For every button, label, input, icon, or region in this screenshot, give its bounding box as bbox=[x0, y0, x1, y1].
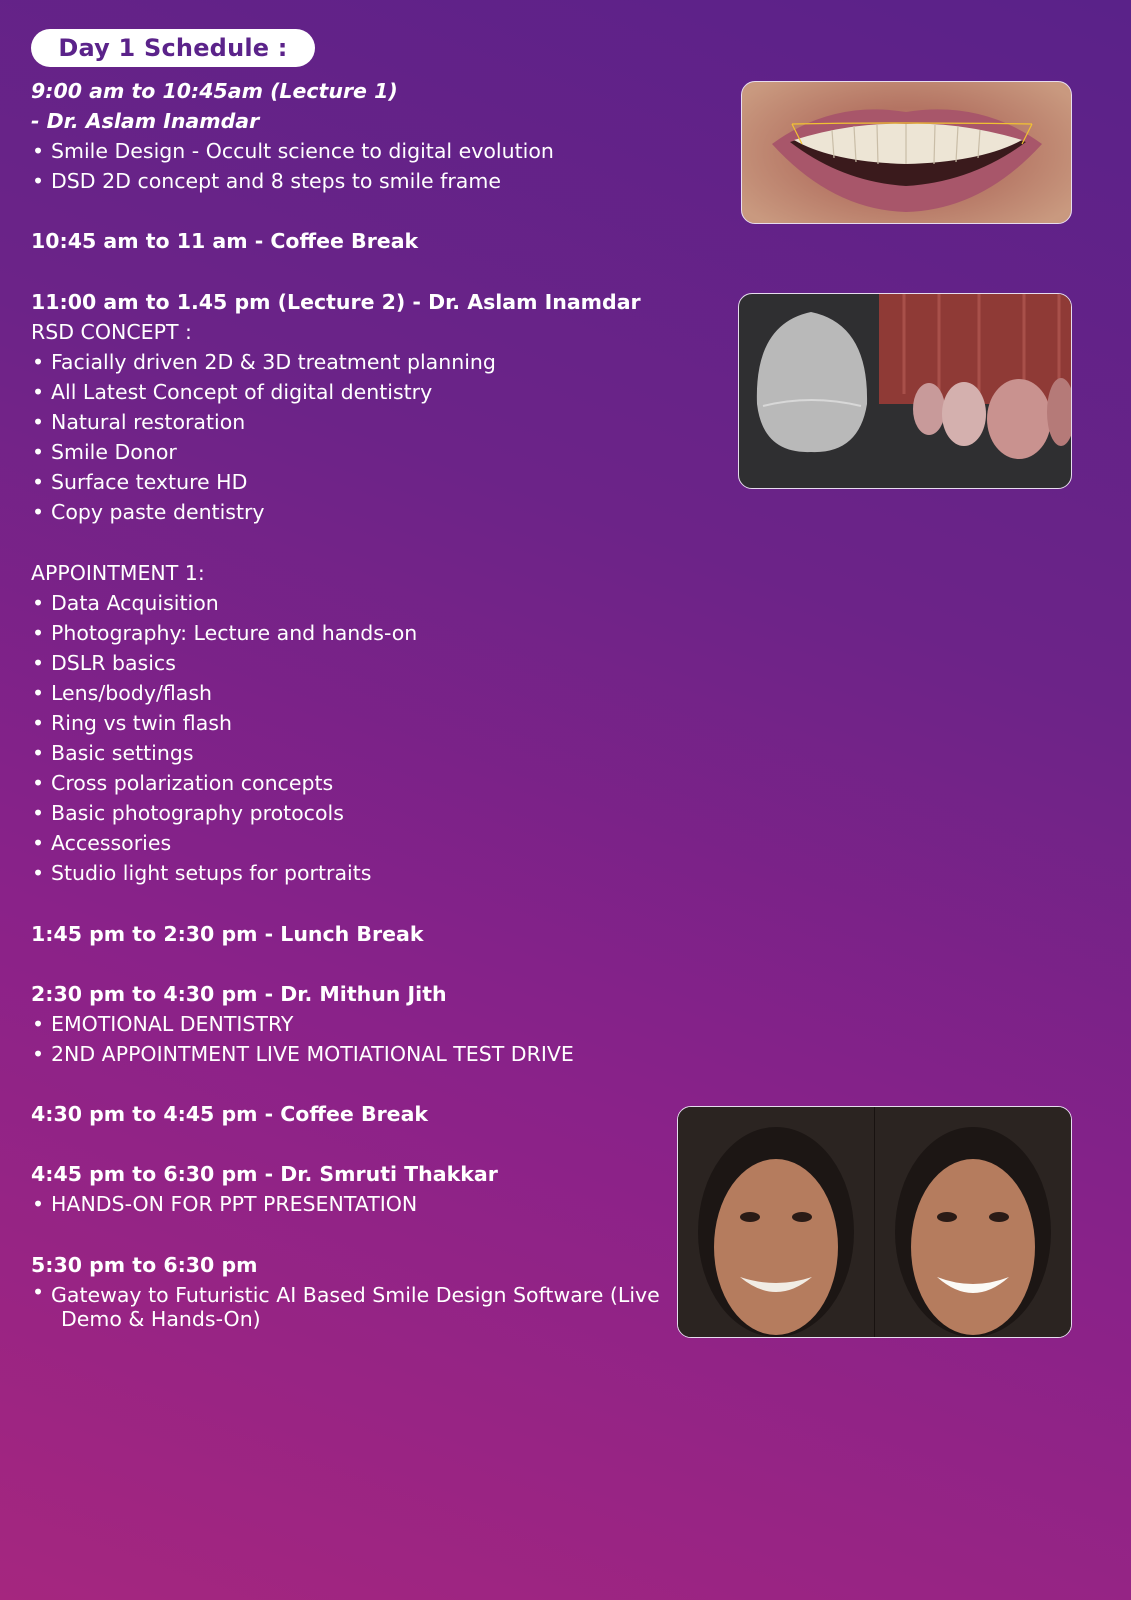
list-item: • Smile Design - Occult science to digital evolution bbox=[31, 136, 671, 166]
schedule-column bbox=[31, 76, 671, 1331]
before-after-smile-photo bbox=[677, 1106, 1072, 1338]
tooth-3d-model-image bbox=[738, 293, 1072, 489]
list-item: • Data Acquisition bbox=[31, 588, 671, 618]
lunch-break: 1:45 pm to 2:30 pm - Lunch Break bbox=[31, 921, 424, 946]
lecture2-time: 11:00 am to 1.45 pm (Lecture 2) - Dr. Aslam Inamdar bbox=[31, 289, 641, 314]
list-item: • Surface texture HD bbox=[31, 467, 671, 497]
list-item: • Natural restoration bbox=[31, 407, 671, 437]
coffee-break-1: 10:45 am to 11 am - Coffee Break bbox=[31, 229, 419, 254]
list-item: • Copy paste dentistry bbox=[31, 497, 671, 527]
appointment1-heading: APPOINTMENT 1: bbox=[31, 560, 205, 585]
list-item: • DSD 2D concept and 8 steps to smile frame bbox=[31, 166, 671, 196]
list-item: • Lens/body/flash bbox=[31, 678, 671, 708]
list-item: • Cross polarization concepts bbox=[31, 768, 671, 798]
list-item: • Basic settings bbox=[31, 738, 671, 768]
list-item: • Basic photography protocols bbox=[31, 798, 671, 828]
coffee-break-2: 4:30 pm to 4:45 pm - Coffee Break bbox=[31, 1102, 429, 1127]
list-item: • Smile Donor bbox=[31, 437, 671, 467]
list-item: • Facially driven 2D & 3D treatment planning bbox=[31, 347, 671, 377]
list-item: • EMOTIONAL DENTISTRY bbox=[31, 1009, 671, 1039]
list-item: • All Latest Concept of digital dentistry bbox=[31, 377, 671, 407]
session5-item-line2: Demo & Hands-On) bbox=[61, 1306, 261, 1331]
session5-time: 5:30 pm to 6:30 pm bbox=[31, 1252, 258, 1277]
session3-time: 2:30 pm to 4:30 pm - Dr. Mithun Jith bbox=[31, 981, 447, 1006]
list-item: • Photography: Lecture and hands-on bbox=[31, 618, 671, 648]
lecture1-time: 9:00 am to 10:45am (Lecture 1) bbox=[31, 79, 398, 103]
session5-item-line1: • Gateway to Futuristic AI Based Smile Design Software (Live bbox=[51, 1282, 660, 1307]
list-item: • DSLR basics bbox=[31, 648, 671, 678]
list-item: • 2ND APPOINTMENT LIVE MOTIATIONAL TEST DRIVE bbox=[31, 1039, 671, 1069]
list-item: • Accessories bbox=[31, 828, 671, 858]
list-item: • Ring vs twin flash bbox=[31, 708, 671, 738]
lecture2-heading: RSD CONCEPT : bbox=[31, 319, 192, 344]
smile-lips-photo bbox=[741, 81, 1072, 224]
session4-time: 4:45 pm to 6:30 pm - Dr. Smruti Thakkar bbox=[31, 1162, 498, 1187]
list-item: • Studio light setups for portraits bbox=[31, 858, 671, 888]
lecture1-speaker: - Dr. Aslam Inamdar bbox=[31, 109, 260, 134]
list-item bbox=[31, 1280, 671, 1331]
day-schedule-badge: Day 1 Schedule : bbox=[31, 29, 315, 67]
list-item: • HANDS-ON FOR PPT PRESENTATION bbox=[31, 1189, 671, 1219]
